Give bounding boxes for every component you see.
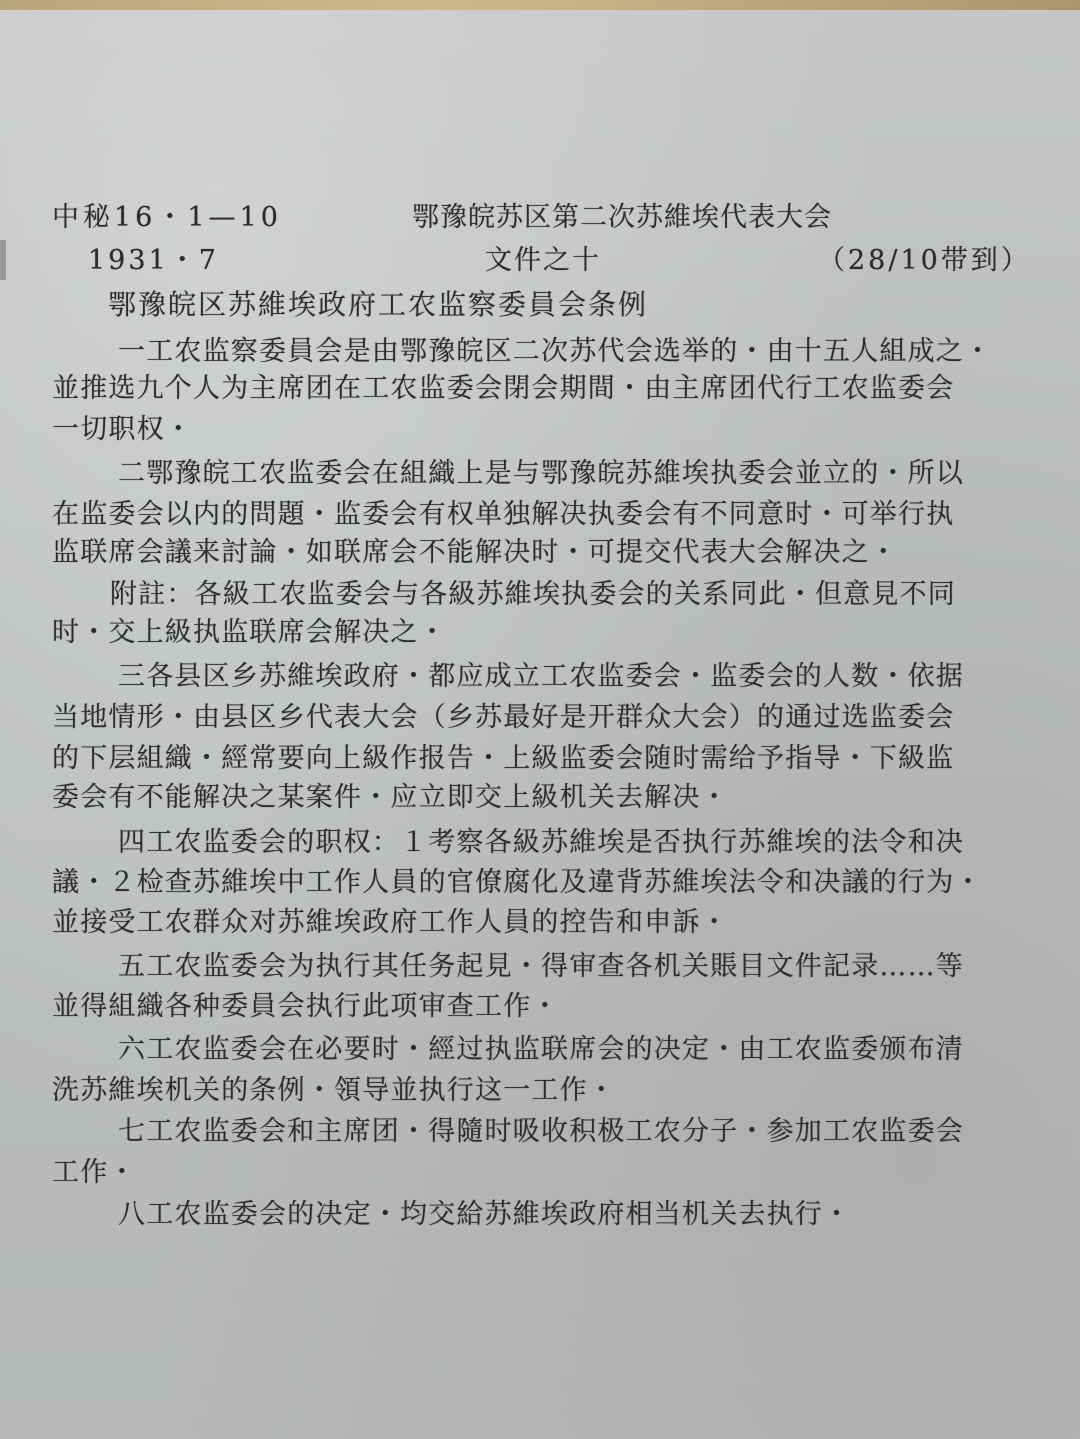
body-line: 並推选九个人为主席团在工农监委会閉会期間・由主席团代行工农监委会 (52, 373, 955, 404)
body-line: 並得組織各种委員会执行此项审查工作・ (52, 991, 560, 1022)
document-page (0, 10, 1080, 1439)
body-line: 洗苏維埃机关的条例・領导並执行这一工作・ (52, 1075, 616, 1106)
body-line: 的下层組織・經常要向上級作报告・上級监委会随时需给予指导・下級监 (52, 743, 955, 774)
binding-mark (0, 240, 6, 280)
body-line: 議・２检查苏維埃中工作人員的官僚腐化及違背苏維埃法令和决議的行为・ (52, 867, 983, 898)
body-line: 当地情形・由县区乡代表大会（乡苏最好是开群众大会）的通过选监委会 (52, 702, 955, 733)
body-line: 监联席会議来討論・如联席会不能解决时・可提交代表大会解决之・ (52, 537, 898, 568)
body-line: 一工农监察委員会是由鄂豫皖区二次苏代会选举的・由十五人組成之・ (118, 336, 993, 367)
body-line: 二鄂豫皖工农监委会在組織上是与鄂豫皖苏維埃执委会並立的・所以 (118, 458, 964, 489)
archive-code: 中秘16・1—10 (52, 202, 282, 233)
body-line: 一切职权・ (52, 414, 193, 445)
copies-note: （28/10带到） (818, 245, 1031, 276)
body-line: 附註：各級工农监委会与各級苏維埃执委会的关系同此・但意見不同 (110, 579, 956, 610)
body-line: 委会有不能解决之某案件・应立即交上級机关去解决・ (52, 782, 729, 813)
body-line: 七工农监委会和主席团・得隨时吸收积极工农分子・参加工农监委会 (118, 1116, 964, 1147)
body-line: 在监委会以内的問題・监委会有权单独解决执委会有不同意时・可举行执 (52, 499, 955, 530)
body-line: 四工农监委会的职权：１考察各級苏維埃是否执行苏維埃的法令和决 (118, 827, 964, 858)
body-line: 工作・ (52, 1157, 137, 1188)
body-line: 並接受工农群众对苏維埃政府工作人員的控告和申訴・ (52, 907, 729, 938)
body-line: 时・交上級执监联席会解决之・ (52, 617, 447, 648)
body-line: 六工农监委会在必要时・經过执监联席会的决定・由工农监委颁布清 (118, 1034, 964, 1065)
document-number: 文件之十 (485, 245, 601, 276)
body-line: 三各县区乡苏維埃政府・都应成立工农监委会・监委会的人数・依据 (118, 661, 964, 692)
document-date: 1931・7 (88, 245, 219, 276)
body-line: 八工农监委会的决定・均交給苏維埃政府相当机关去执行・ (118, 1199, 852, 1230)
regulation-title: 鄂豫皖区苏維埃政府工农监察委員会条例 (108, 288, 649, 321)
body-line: 五工农监委会为执行其任务起見・得审查各机关賬目文件記录……等 (118, 951, 964, 982)
congress-title: 鄂豫皖苏区第二次苏維埃代表大会 (412, 202, 832, 233)
